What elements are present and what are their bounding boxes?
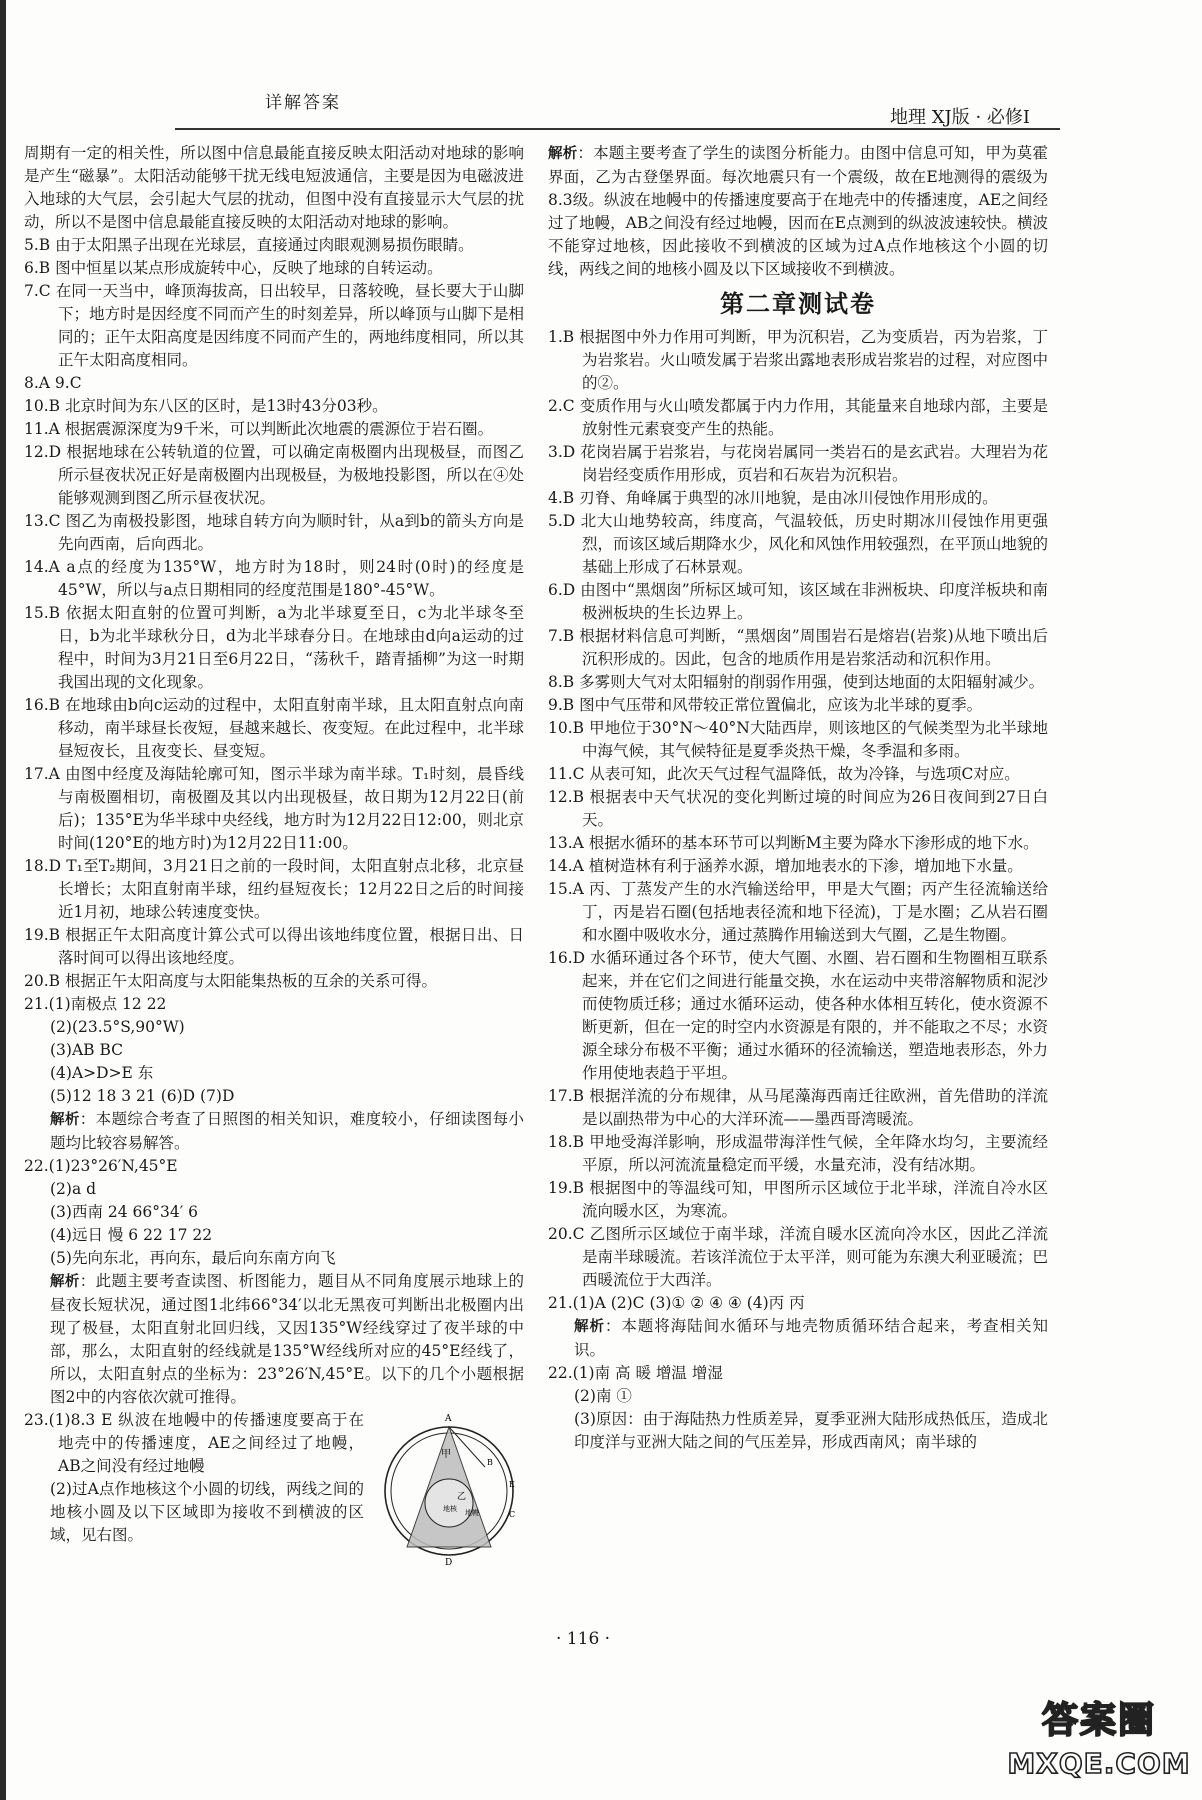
answer-item: 12.B 根据表中天气状况的变化判断过境的时间应为26日夜间到27日白天。 [548,788,1048,829]
q21-analysis: 解析：本题将海陆间水循环与地壳物质循环结合起来，考查相关知识。 [574,1317,1049,1359]
q23-block [24,1409,524,1567]
answer-item: 3.D 花岗岩属于岩浆岩，与花岗岩属同一类岩石的是玄武岩。大理岩为花岗岩经变质作用形成，页岩和石灰岩为沉积岩。 [548,443,1048,484]
answer-item: 6.D 由图中“黑烟囱”所标区域可知，该区域在非洲板块、印度洋板块和南极洲板块的生长边界上。 [548,581,1048,622]
watermark-line1: 答案圈 [1041,1700,1156,1741]
q22-label: 22.(1)23°26′N,45°E [24,1157,178,1175]
page-number: · 116 · [556,1629,611,1649]
q21-analysis: 解析：本题综合考查了日照图的相关知识，难度较小，仔细读图每小题均比较容易解答。 [50,1110,524,1152]
answer-item: 5.D 北大山地势较高，纬度高，气温较低，历史时期冰川侵蚀作用更强烈，而该区域后期降水少，风化和风蚀作用较强烈，在平顶山地貌的基础上形成了石林景观。 [548,512,1048,576]
answer-item: 11.A 根据震源深度为9千米，可以判断此次地震的震源位于岩石圈。 [24,420,494,438]
answer-item: 7.C 在同一天当中，峰顶海拔高，日出较早，日落较晚，昼长要大于山脚下；地方时是因经度不同而产生的时刻差异，所以峰顶与山脚下是相同的；正午太阳高度是因纬度不同而产生的，两地纬度相同，所以其正午太阳高度相同。 [24,282,524,369]
answer-item: 16.D 水循环通过各个环节，使大气圈、水圈、岩石圈和生物圈相互联系起来，并在它们之间进行能量交换，水在运动中夹带溶解物质和泥沙而使物质迁移；通过水循环运动，使各种水体相互转化，使水资源不断更新，但在一定的时空内水资源是有限的，并不能取之不尽；水资源全球分布极不平衡；通过水循环的径流输送，塑造地表形态，外力作用使地表趋于平坦。 [548,949,1048,1082]
q22-line: (2)南 ① [574,1387,632,1405]
earth-section-diagram [369,1407,529,1567]
answer-item: 10.B 甲地位于30°N～40°N大陆西岸，则该地区的气候类型为北半球地中海气候，其气候特征是夏季炎热干燥，冬季温和多雨。 [548,719,1048,760]
q21-line: 21.(1)A (2)C (3)① ② ④ ④ (4)丙 丙 [548,1294,805,1312]
answer-item: 10.B 北京时间为东八区的区时，是13时43分03秒。 [24,397,388,415]
header-rule [175,128,1060,130]
answer-item: 9.B 图中气压带和风带较正常位置偏北，应该为北半球的夏季。 [548,696,983,714]
left-intro: 周期有一定的相关性，所以图中信息最能直接反映太阳活动对地球的影响是产生“磁暴”。太阳活动能够干扰无线电短波通信，主要是因为电磁波进入地球的大气层，会引起大气层的扰动，但图中没有直接显示大气层的扰动，所以不是图中信息最能直接反映的太阳活动对地球的影响。 [24,144,524,231]
answer-item: 18.D T₁至T₂期间，3月21日之前的一段时间，太阳直射点北移，北京昼长增长；太阳直射南半球，纽约昼短夜长；12月22日之后的时间接近1月初，地球公转速度变快。 [24,857,524,921]
q22-analysis: 解析：此题主要考查读图、析图能力，题目从不同角度展示地球上的昼夜长短状况，通过图1北纬66°34′以北无黑夜可判断出北极圈内出现了极昼，太阳直射北回归线，又因135°W经线穿过了夜半球的中部，那么，太阳直射的经线就是135°W经线所对应的45°E经线了，所以，太阳直射点的坐标为：23°26′N,45°E。以下的几个小题根据图2中的内容依次就可推得。 [50,1272,524,1406]
answer-item: 14.A 植树造林有利于涵养水源，增加地表水的下渗，增加地下水量。 [548,857,1023,875]
answer-item: 4.B 刃脊、角峰属于典型的冰川地貌，是由冰川侵蚀作用形成的。 [548,489,998,507]
answer-item: 19.B 根据正午太阳高度计算公式可以得出该地纬度位置，根据日出、日落时间可以得出该地经度。 [24,926,524,967]
answer-item: 6.B 图中恒星以某点形成旋转中心，反映了地球的自转运动。 [24,259,443,277]
answer-item: 13.A 根据水循环的基本环节可以判断M主要为降水下渗形成的地下水。 [548,834,1039,852]
answer-item: 17.B 根据洋流的分布规律，从马尾藻海西南迁往欧洲，首先借助的洋流是以副热带为中心的大洋环流——墨西哥湾暖流。 [548,1087,1048,1128]
q21-part: (4)A>D>E 东 [50,1064,154,1082]
answer-item: 13.C 图乙为南极投影图，地球自转方向为顺时针，从a到b的箭头方向是先向西南，后向西北。 [24,512,524,553]
answer-item: 20.C 乙图所示区域位于南半球，洋流自暖水区流向冷水区，因此乙洋流是南半球暖流。若该洋流位于太平洋，则可能为东澳大利亚暖流；巴西暖流位于大西洋。 [548,1225,1048,1289]
answer-item: 5.B 由于太阳黑子出现在光球层，直接通过肉眼观测易损伤眼睛。 [24,236,474,254]
answer-item: 12.D 根据地球在公转轨道的位置，可以确定南极圈内出现极昼，而图乙所示昼夜状况正好是南极圈内出现极昼，为极地投影图，所以在④处能够观测到图乙所示昼夜状况。 [24,443,524,507]
q22-part: (5)先向东北，再向东，最后向东南方向飞 [50,1249,336,1267]
watermark-line2: MXQE.COM [1007,1747,1191,1780]
right-intro-analysis: 解析：本题主要考查了学生的读图分析能力。由图中信息可知，甲为莫霍界面，乙为古登堡界面。每次地震只有一个震级，故在E地测得的震级为8.3级。纵波在地幔中的传播速度要高于在地壳中的传播速度，AE之间经过了地幔，AB之间没有经过地幔，因而在E点测到的纵波波速较快。横波不能穿过地核，因此接收不到横波的区域为过A点作地核这个小圆的切线，两线之间的地核小圆及以下区域接收不到横波。 [548,144,1048,278]
answer-item: 20.B 根据正午太阳高度与太阳能集热板的互余的关系可得。 [24,972,437,990]
answer-item: 7.B 根据材料信息可判断，“黑烟囱”周围岩石是熔岩(岩浆)从地下喷出后沉积形成的。因此，包含的地质作用是岩浆活动和沉积作用。 [548,627,1048,668]
page-edge [0,0,6,1800]
label-jia: 甲 [441,1449,451,1460]
answer-item: 2.C 变质作用与火山喷发都属于内力作用，其能量来自地球内部，主要是放射性元素衰变产生的热能。 [548,397,1048,438]
label-d: D [445,1558,453,1567]
q21-label: 21.(1)南极点 12 22 [24,995,167,1013]
answer-item: 15.A 丙、丁蒸发产生的水汽输送给甲，甲是大气圈；丙产生径流输送给丁，丙是岩石圈(包括地表径流和地下径流)，丁是水圈；乙从岩石圈和水圈中吸收水分，通过蒸腾作用输送到大气圈，乙是生物圈。 [548,880,1048,944]
q21-part: (5)12 18 3 21 (6)D (7)D [50,1087,235,1105]
q22-part: (3)西南 24 66°34′ 6 [50,1203,199,1221]
answer-item: 11.C 从表可知，此次天气过程气温降低，故为冷锋，与选项C对应。 [548,765,1020,783]
header-right-title: 地理 XJ版 · 必修Ⅰ [890,107,1031,128]
q23-part2: (2)过A点作地核这个小圆的切线，两线之间的地核小圆及以下区域即为接收不到横波的区域，见右图。 [50,1480,364,1544]
q21-part: (3)AB BC [50,1041,124,1059]
label-yi: 乙 [457,1492,467,1502]
q22-line: 22.(1)南 高 暖 增温 增湿 [548,1364,723,1382]
q22-part: (2)a d [50,1180,97,1198]
answer-item: 1.B 根据图中外力作用可判断，甲为沉积岩，乙为变质岩，丙为岩浆，丁为岩浆岩。火山喷发属于岩浆出露地表形成岩浆岩的过程，对应图中的②。 [548,328,1048,392]
q21-part: (2)(23.5°S,90°W) [50,1018,185,1036]
label-e: E [509,1480,515,1489]
label-core: 地核 [443,1505,457,1513]
answer-item: 16.B 在地球由b向c运动的过程中，太阳直射南半球，且太阳直射点向南移动，南半球昼长夜短，昼越来越长、夜变短。在此过程中，北半球昼短夜长，且夜变长、昼变短。 [24,696,524,760]
answer-item: 15.B 依据太阳直射的位置可判断，a为北半球夏至日，c为北半球冬至日，b为北半球秋分日，d为北半球春分日。在地球由d向a运动的过程中，时间为3月21日至6月22日，“荡秋千，踏青插柳”为这一时期我国出现的文化现象。 [24,604,524,691]
label-a: A [445,1414,452,1424]
header-left-title: 详解答案 [265,93,341,113]
right-column [548,142,1048,1454]
q23-part1: 23.(1)8.3 E 纵波在地幔中的传播速度要高于在地壳中的传播速度，AE之间经过了地幔，AB之间没有经过地幔 [24,1411,364,1475]
q22-line: (3)原因：由于海陆热力性质差异，夏季亚洲大陆形成热低压，造成北印度洋与亚洲大陆之间的气压差异，形成西南风；南半球的 [574,1410,1048,1451]
q22-part: (4)远日 慢 6 22 17 22 [50,1226,213,1244]
watermark-logo [1004,1698,1194,1794]
answer-item: 19.B 根据图中的等温线可知，甲图所示区域位于北半球，洋流自冷水区流向暖水区，为寒流。 [548,1179,1048,1220]
chapter-title: 第二章测试卷 [720,290,876,318]
left-column [24,142,524,1567]
answer-item: 8.B 多雾则大气对太阳辐射的削弱作用强，使到达地面的太阳辐射减少。 [548,673,1045,691]
label-mantle: 地幔 [465,1509,479,1517]
answer-item: 17.A 由图中经度及海陆轮廓可知，图示半球为南半球。T₁时刻，晨昏线与南极圈相切，南极圈及其以内出现极昼，故日期为12月22日(前后)；135°E为华半球中央经线，地方时为12月22日12:00，则北京时间(120°E的地方时)为12月22日11:00。 [24,765,524,852]
answer-item: 18.B 甲地受海洋影响，形成温带海洋性气候，全年降水均匀，主要流经平原，所以河流流量稳定而平缓，水量充沛，没有结冰期。 [548,1133,1048,1174]
label-c: C [509,1510,516,1519]
answer-item: 8.A 9.C [24,374,82,392]
answer-item: 14.A a点的经度为135°W，地方时为18时，则24时(0时)的经度是45°W，所以与a点日期相同的经度范围是180°-45°W。 [24,558,524,599]
label-b: B [487,1458,493,1467]
